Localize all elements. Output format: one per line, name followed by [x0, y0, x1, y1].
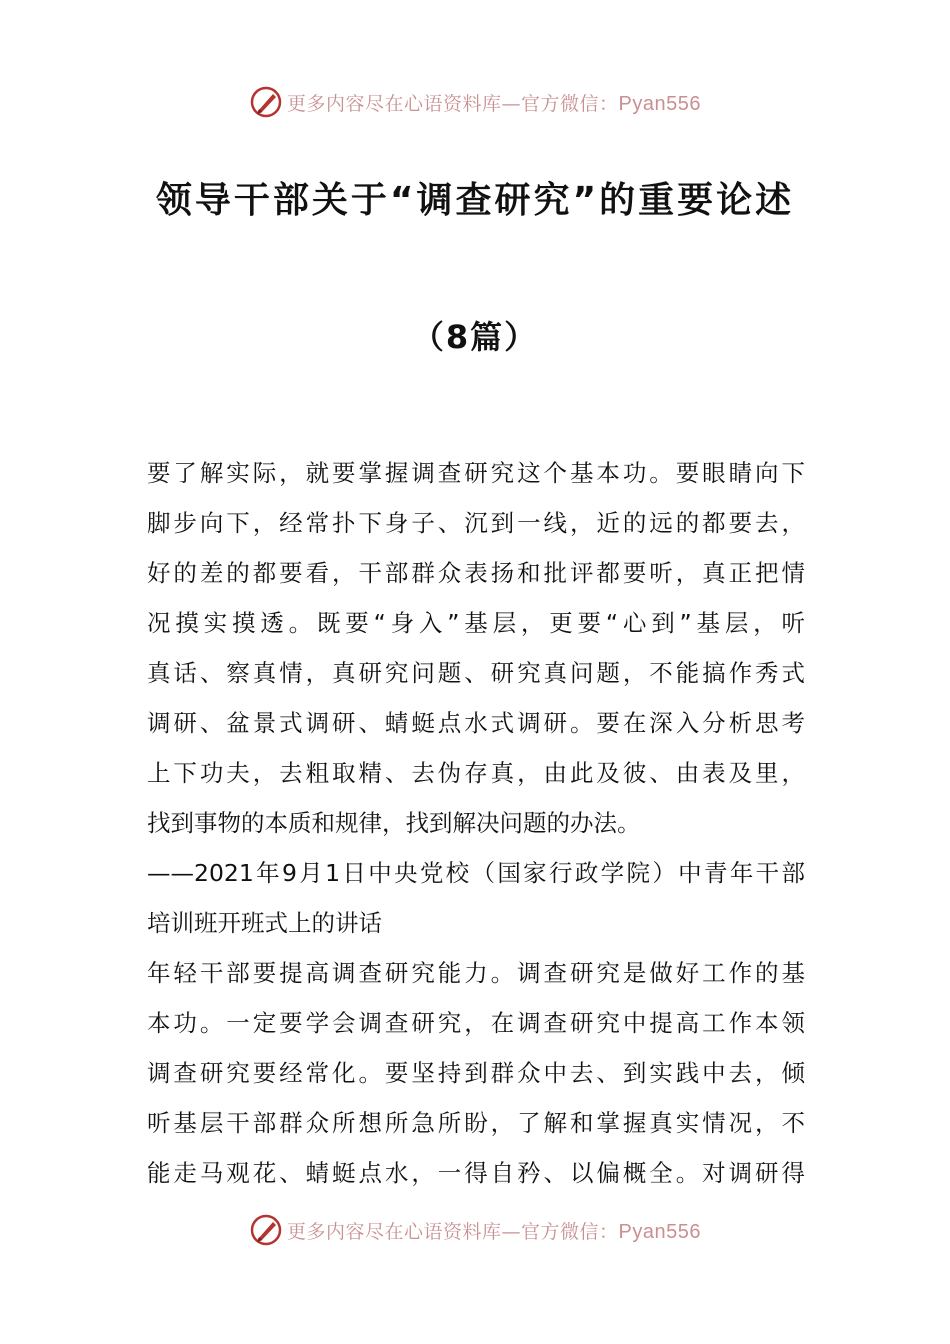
text-line: 况摸实摸透。既要“身入”基层，更要“心到”基层，听: [147, 609, 805, 637]
wechat-id: Pyan556: [618, 1220, 701, 1243]
text-line: 好的差的都要看，干部群众表扬和批评都要听，真正把情: [147, 559, 805, 587]
pen-logo-icon: [249, 85, 283, 119]
source-line: ——2021年9月1日中央党校（国家行政学院）中青年干部: [147, 859, 805, 887]
text-line: 要了解实际，就要掌握调查研究这个基本功。要眼睛向下: [147, 459, 805, 487]
source-line: 培训班开班式上的讲话: [147, 909, 382, 937]
text-line: 能走马观花、蜻蜓点水，一得自矜、以偏概全。对调研得: [147, 1159, 805, 1187]
text-line: 调研、盆景式调研、蜻蜓点水式调研。要在深入分析思考: [147, 709, 805, 737]
text-line: 脚步向下，经常扑下身子、沉到一线，近的远的都要去，: [147, 509, 805, 537]
document-title: 领导干部关于“调查研究”的重要论述: [155, 180, 795, 221]
pen-logo-icon: [249, 1213, 283, 1247]
text-line: 找到事物的本质和规律，找到解决问题的办法。: [147, 809, 641, 837]
body-text: [147, 448, 805, 1198]
watermark-text: 更多内容尽在心语资料库—官方微信：Pyan556: [287, 92, 701, 115]
text-line: 听基层干部群众所想所急所盼，了解和掌握真实情况，不: [147, 1109, 805, 1137]
text-line: 年轻干部要提高调查研究能力。调查研究是做好工作的基: [147, 959, 805, 987]
document-subtitle: （8篇）: [411, 318, 539, 356]
text-line: 本功。一定要学会调查研究，在调查研究中提高工作本领: [147, 1009, 805, 1037]
header-watermark: [0, 82, 950, 122]
text-line: 调查研究要经常化。要坚持到群众中去、到实践中去，倾: [147, 1059, 805, 1087]
footer-watermark: [0, 1210, 950, 1250]
text-line: 真话、察真情，真研究问题、研究真问题，不能搞作秀式: [147, 659, 805, 687]
text-line: 上下功夫，去粗取精、去伪存真，由此及彼、由表及里，: [147, 759, 805, 787]
watermark-text: 更多内容尽在心语资料库—官方微信：Pyan556: [287, 1220, 701, 1243]
wechat-id: Pyan556: [618, 92, 701, 115]
